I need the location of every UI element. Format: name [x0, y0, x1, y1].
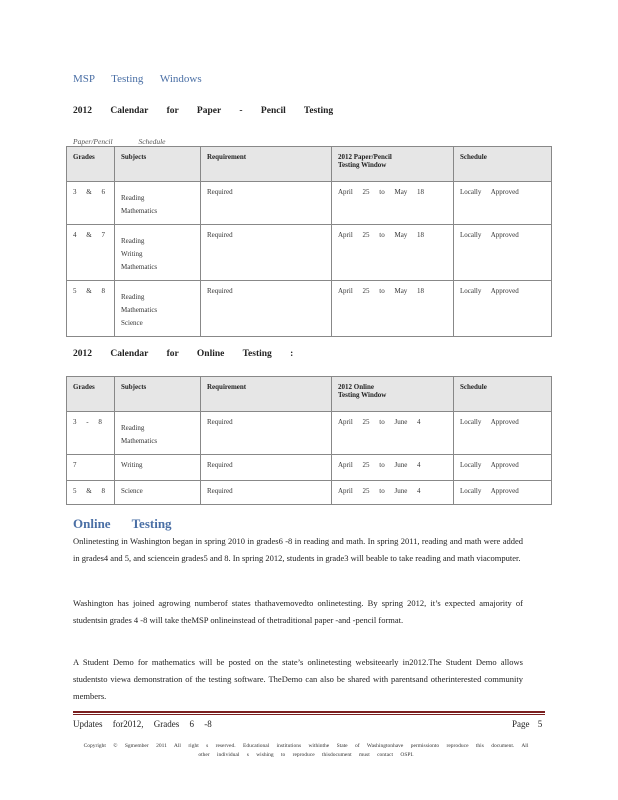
- grades-cell: 5 & 8: [67, 481, 115, 505]
- online-testing-title: Online Testing: [73, 516, 172, 531]
- table-row: [67, 182, 552, 225]
- online-calendar-heading: 2012 Calendar for Online Testing :: [73, 349, 294, 359]
- schedule-cell: Locally Approved: [454, 281, 552, 337]
- subject-item: Mathematics: [121, 263, 158, 271]
- online-testing-table: [66, 376, 552, 505]
- window-cell: April 25 to June 4: [332, 412, 454, 455]
- table-row: [67, 281, 552, 337]
- subjects-cell: Writing: [115, 455, 201, 481]
- column-header-testing-window: [332, 147, 454, 182]
- grades-cell: 3 - 8: [67, 412, 115, 455]
- schedule-cell: Locally Approved: [454, 225, 552, 281]
- online-testing-paragraph-1: Onlinetesting in Washington began in spring 2010 in grades6 -8 in reading and math. In spring 2011, reading and math were added in grades4 and 5, and sciencein grades5 and 8. In spring 2012, students in grade3 will beable to take reading and math viacomputer.: [73, 536, 523, 563]
- window-cell: April 25 to June 4: [332, 455, 454, 481]
- grades-cell: 5 & 8: [67, 281, 115, 337]
- subject-item: Reading: [121, 237, 145, 245]
- grades-cell: 3 & 6: [67, 182, 115, 225]
- subject-item: Reading: [121, 194, 145, 202]
- grades-cell: 7: [67, 455, 115, 481]
- column-header-subjects: Subjects: [115, 147, 201, 182]
- schedule-cell: Locally Approved: [454, 481, 552, 505]
- schedule-cell: Locally Approved: [454, 182, 552, 225]
- grades-cell: 4 & 7: [67, 225, 115, 281]
- window-header-line2: Testing Window: [338, 391, 387, 399]
- column-header-schedule: Schedule: [454, 147, 552, 182]
- window-cell: April 25 to June 4: [332, 481, 454, 505]
- online-testing-paragraph-3: A Student Demo for mathematics will be posted on the state’s onlinetesting websiteearly in2012.The Student Demo allows studentsto viewa demonstration of the testing software. TheDemo can also be shared with parentsand otherinterested community members.: [73, 657, 523, 701]
- column-header-subjects: Subjects: [115, 377, 201, 412]
- window-header-line2: Testing Window: [338, 161, 387, 169]
- column-header-requirement: Requirement: [201, 147, 332, 182]
- online-testing-paragraph-2: Washington has joined agrowing numberof states thathavemovedto onlinetesting. By spring 2012, it’s expected amajority of studentsin grades 4 -8 will take theMSP onlineinstead of thetraditional paper -and -pencil format.: [73, 598, 523, 625]
- window-cell: April 25 to May 18: [332, 225, 454, 281]
- column-header-testing-window: [332, 377, 454, 412]
- subject-item: Writing: [121, 250, 143, 258]
- schedule-cell: Locally Approved: [454, 455, 552, 481]
- footer-divider: [73, 711, 545, 713]
- requirement-cell: Required: [201, 481, 332, 505]
- table-header-row: [67, 147, 552, 182]
- subjects-cell: [115, 182, 201, 225]
- column-header-schedule: Schedule: [454, 377, 552, 412]
- subjects-cell: [115, 281, 201, 337]
- footer-divider-thin: [73, 714, 545, 715]
- table-row: [67, 481, 552, 505]
- subjects-cell: [115, 412, 201, 455]
- subject-item: Mathematics: [121, 207, 158, 215]
- table-row: [67, 455, 552, 481]
- subject-item: Reading: [121, 424, 145, 432]
- copyright-notice: Copyright © Sgmember 2011 All right s reserved. Educational institutions withinthe State of Washingtonhave permissionto reproduce this document. All other individual s wishing to reproduce thisdocument must contact OSPI.: [83, 743, 529, 758]
- footer-left-text: Updates for2012, Grades 6 -8: [73, 719, 212, 729]
- table-caption: Paper/Pencil Schedule: [73, 137, 166, 146]
- requirement-cell: Required: [201, 225, 332, 281]
- schedule-cell: Locally Approved: [454, 412, 552, 455]
- requirement-cell: Required: [201, 281, 332, 337]
- window-cell: April 25 to May 18: [332, 182, 454, 225]
- column-header-grades: Grades: [67, 377, 115, 412]
- window-cell: April 25 to May 18: [332, 281, 454, 337]
- subject-item: Reading: [121, 293, 145, 301]
- paper-calendar-heading: 2012 Calendar for Paper - Pencil Testing: [73, 106, 334, 116]
- table-header-row: [67, 377, 552, 412]
- column-header-grades: Grades: [67, 147, 115, 182]
- requirement-cell: Required: [201, 455, 332, 481]
- window-header-line1: 2012 Paper/Pencil: [338, 153, 392, 161]
- requirement-cell: Required: [201, 412, 332, 455]
- requirement-cell: Required: [201, 182, 332, 225]
- subjects-cell: Science: [115, 481, 201, 505]
- subject-item: Mathematics: [121, 306, 158, 314]
- column-header-requirement: Requirement: [201, 377, 332, 412]
- paper-pencil-table: [66, 146, 552, 337]
- subject-item: Mathematics: [121, 437, 158, 445]
- page-number: Page 5: [512, 719, 543, 729]
- table-row: [67, 225, 552, 281]
- subject-item: Science: [121, 319, 143, 327]
- subjects-cell: [115, 225, 201, 281]
- page-title: MSP Testing Windows: [73, 73, 202, 85]
- table-row: [67, 412, 552, 455]
- window-header-line1: 2012 Online: [338, 383, 374, 391]
